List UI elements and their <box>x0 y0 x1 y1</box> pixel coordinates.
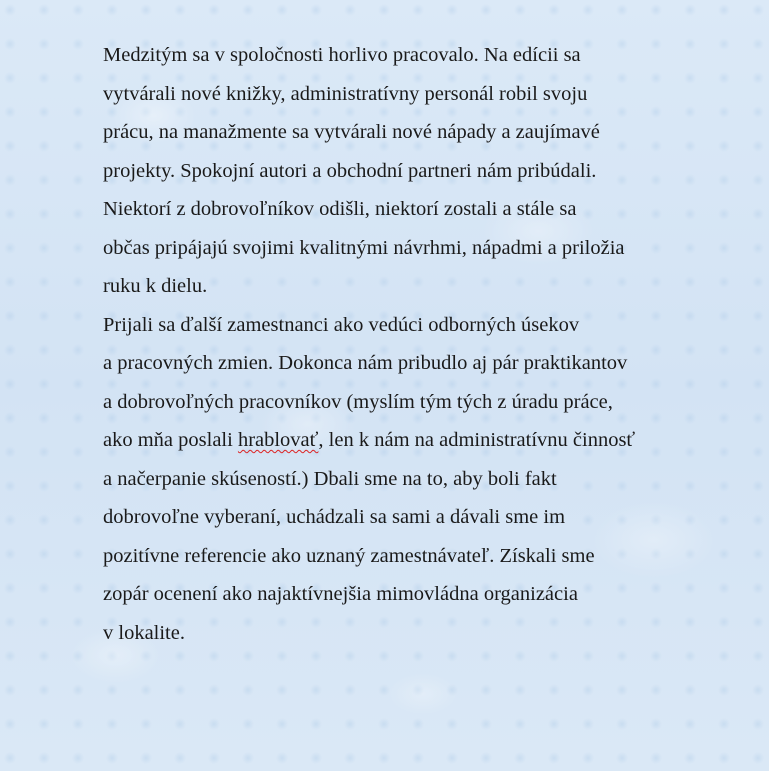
text-line: dobrovoľne vyberaní, uchádzali sa sami a dávali sme im <box>103 506 566 528</box>
spellcheck-flagged-word[interactable]: hrablovať <box>237 429 319 451</box>
text-line: Niektorí z dobrovoľníkov odišli, niektorí zostali a stále sa <box>103 198 577 220</box>
text-line <box>103 421 743 460</box>
text-segment: , len k nám na administratívnu činnosť <box>318 429 636 451</box>
text-segment: ako mňa poslali <box>103 429 238 451</box>
text-line: projekty. Spokojní autori a obchodní partneri nám pribúdali. <box>103 159 597 182</box>
text-line: zopár ocenení ako najaktívnejšia mimovládna organizácia <box>103 583 578 605</box>
text-line: v lokalite. <box>103 621 185 644</box>
document-body[interactable] <box>103 36 743 652</box>
text-line: a pracovných zmien. Dokonca nám pribudlo aj pár praktikantov <box>103 352 628 374</box>
text-line: pozitívne referencie ako uznaný zamestnávateľ. Získali sme <box>103 544 595 567</box>
text-line: občas pripájajú svojimi kvalitnými návrhmi, nápadmi a priložia <box>103 236 625 259</box>
text-line: Medzitým sa v spoločnosti horlivo pracovalo. Na edícii sa <box>103 44 581 66</box>
text-line: Prijali sa ďalší zamestnanci ako vedúci odborných úsekov <box>103 313 580 336</box>
text-line: prácu, na manažmente sa vytvárali nové nápady a zaujímavé <box>103 121 600 143</box>
text-line: a načerpanie skúseností.) Dbali sme na to, aby boli fakt <box>103 467 557 490</box>
text-line: vytvárali nové knižky, administratívny personál robil svoju <box>103 82 588 105</box>
text-line: a dobrovoľných pracovníkov (myslím tým tých z úradu práce, <box>103 390 613 413</box>
text-line: ruku k dielu. <box>103 275 208 297</box>
